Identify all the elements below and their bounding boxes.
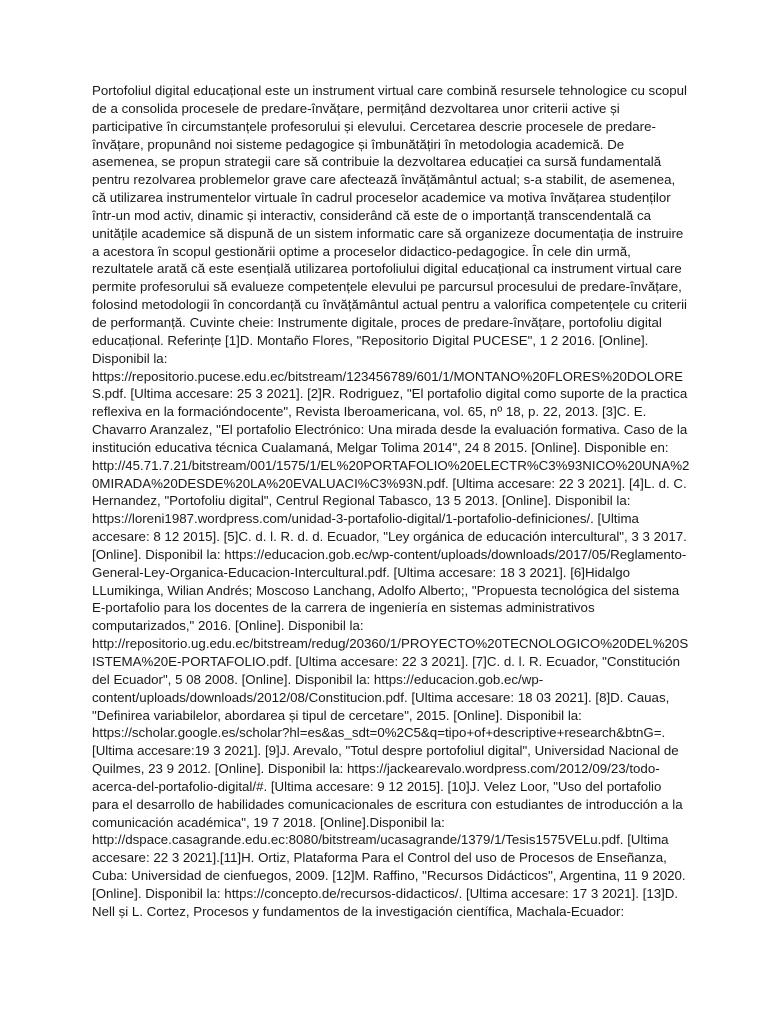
- body-paragraph: Portofoliul digital educațional este un instrument virtual care combină resursele tehnologice cu scopul de a consolida procesele de predare-învățare, permițând dezvoltarea unor criterii active și participative în circumstanțele profesorului și elevului. Cercetarea descrie procesele de predare-învățare, propunând noi sisteme pedagogice și îmbunătățiri în metodologia academică. De asemenea, se propun strategii care să contribuie la dezvoltarea educației ca sursă fundamentală pentru rezolvarea problemelor grave care afectează învățământul actual; s-a stabilit, de asemenea, că utilizarea instrumentelor virtuale în cadrul proceselor academice va motiva învățarea studenților într-un mod activ, dinamic și interactiv, considerând că este de o importanță transcendentală ca unitățile academice să dispună de un sistem informatic care să organizeze documentația de instruire a acestora în scopul gestionării optime a proceselor didactico-pedagogice. În cele din urmă, rezultatele arată că este esențială utilizarea portofoliului digital educațional ca instrument virtual care permite profesorului să evalueze competențele elevului pe parcursul procesului de predare-învățare, folosind metodologii în concordanță cu învățământul actual pentru a valorifica competențele cu criterii de performanță. Cuvinte cheie: Instrumente digitale, proces de predare-învățare, portofoliu digital educațional. Referințe [1]D. Montaño Flores, "Repositorio Digital PUCESE", 1 2 2016. [Online]. Disponibil la: https://repositorio.pucese.edu.ec/bitstream/123456789/601/1/MONTANO%20FLORES%20DOLORES.pdf. [Ultima accesare: 25 3 2021]. [2]R. Rodriguez, "El portafolio digital como suporte de la practica reflexiva en la formacióndocente", Revista Iberoamericana, vol. 65, nº 18, p. 22, 2013. [3]C. E. Chavarro Aranzalez, "El portafolio Electrónico: Una mirada desde la evaluación formativa. Caso de la institución educativa técnica Cualamaná, Melgar Tolima 2014", 24 8 2015. [Online]. Disponible en: http://45.71.7.21/bitstream/001/1575/1/EL%20PORTAFOLIO%20ELECTR%C3%93NICO%20UNA%20MIRADA%20DESDE%20LA%20EVALUACI%C3%93N.pdf. [Ultima accesare: 22 3 2021]. [4]L. d. C. Hernandez, "Portofoliu digital", Centrul Regional Tabasco, 13 5 2013. [Online]. Disponibil la: https://loreni1987.wordpress.com/unidad-3-portafolio-digital/1-portafolio-definiciones/. [Ultima accesare: 8 12 2015]. [5]C. d. l. R. d. d. Ecuador, "Ley orgánica de educación intercultural", 3 3 2017. [Online]. Disponibil la: https://educacion.gob.ec/wp-content/uploads/downloads/2017/05/Reglamento-General-Ley-Organica-Educacion-Intercultural.pdf. [Ultima accesare: 18 3 2021]. [6]Hidalgo LLumikinga, Wilian Andrés; Moscoso Lanchang, Adolfo Alberto;, "Propuesta tecnológica del sistema E-portafolio para los docentes de la carrera de ingeniería en sistemas administrativos computarizados," 2016. [Online]. Disponibil la: http://repositorio.ug.edu.ec/bitstream/redug/20360/1/PROYECTO%20TECNOLOGICO%20DEL%20SISTEMA%20E-PORTAFOLIO.pdf. [Ultima accesare: 22 3 2021]. [7]C. d. l. R. Ecuador, "Constitución del Ecuador", 5 08 2008. [Online]. Disponibil la: https://educacion.gob.ec/wp-content/uploads/downloads/2012/08/Constitucion.pdf. [Ultima accesare: 18 03 2021]. [8]D. Cauas, "Definirea variabilelor, abordarea și tipul de cercetare", 2015. [Online]. Disponibil la: https://scholar.google.es/scholar?hl=es&as_sdt=0%2C5&q=tipo+of+descriptive+research&btnG=. [Ultima accesare:19 3 2021]. [9]J. Arevalo, "Totul despre portofoliul digital", Universidad Nacional de Quilmes, 23 9 2012. [Online]. Disponibil la: https://jackearevalo.wordpress.com/2012/09/23/todo-acerca-del-portafolio-digital/#. [Ultima accesare: 9 12 2015]. [10]J. Velez Loor, "Uso del portafolio para el desarrollo de habilidades comunicacionales de escritura con estudiantes de introducción a la comunicación académica", 19 7 2018. [Online].Disponibil la: http://dspace.casagrande.edu.ec:8080/bitstream/ucasagrande/1379/1/Tesis1575VELu.pdf. [Ultima accesare: 22 3 2021].[11]H. Ortiz, Plataforma Para el Control del uso de Procesos de Enseñanza, Cuba: Universidad de cienfuegos, 2009. [12]M. Raffino, "Recursos Didácticos", Argentina, 11 9 2020. [Online]. Disponibil la: https://concepto.de/recursos-didacticos/. [Ultima accesare: 17 3 2021]. [13]D. Nell și L. Cortez, Procesos y fundamentos de la investigación científica, Machala-Ecuador:: [92, 83, 690, 919]
